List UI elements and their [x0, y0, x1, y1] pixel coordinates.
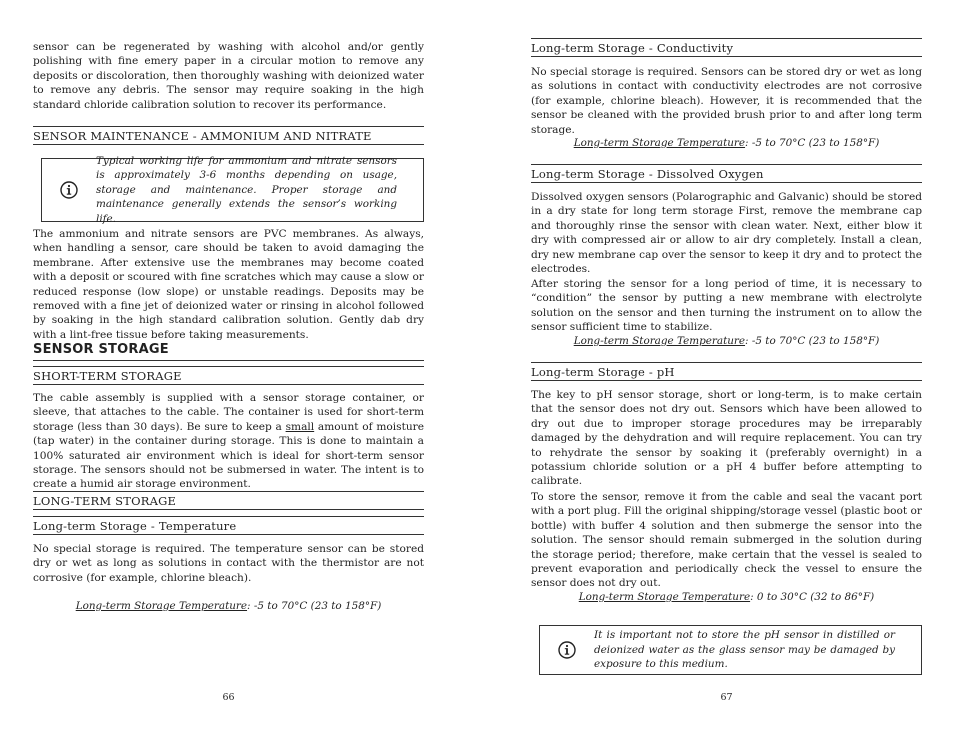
ph-paragraph-2: To store the sensor, remove it from the cable and seal the vacant port with a port plug. Fill the original shipping/storage vessel (plastic boot or bottle) with buffer 4 solution and then submerge the sensor into the solution. The sensor should remain submerged in the solution during the storage period; therefore, make certain that the vessel is sealed to prevent evaporation and periodically check the vessel to ensure the sensor does not dry out. [531, 491, 922, 590]
temperature-spec: Long-term Storage Temperature: -5 to 70°C (23 to 158°F) [75, 600, 382, 612]
maintenance-note-box [41, 154, 424, 225]
info-circle-icon [540, 641, 594, 659]
page-number: 66 [222, 692, 235, 703]
temperature-heading: Long-term Storage - Temperature [33, 516, 424, 535]
do-paragraph-1: Dissolved oxygen sensors (Polarographic and Galvanic) should be stored in a dry state for long term storage First, remove the membrane cap and thoroughly rinse the sensor with clean water. Next, either blow it dry with compressed air or allow to air dry completely. Install a clean, dry new membrane cap over the sensor to keep it dry and to protect the electrodes. [531, 191, 922, 276]
intro-paragraph: sensor can be regenerated by washing with alcohol and/or gently polishing with fine emery paper in a circular motion to remove any deposits or discoloration, then thoroughly washing with deionized water to remove any debris. The sensor may require soaking in the high standard chloride calibration solution to recover its performance. [33, 41, 424, 111]
long-term-heading: LONG-TERM STORAGE [33, 491, 424, 510]
do-temp-spec: Long-term Storage Temperature: -5 to 70°C (23 to 158°F) [573, 335, 880, 347]
short-term-paragraph: The cable assembly is supplied with a sensor storage container, or sleeve, that attaches to the cable. The container is used for short-term storage (less than 30 days). Be sure to keep a small amount of moisture (tap water) in the container during storage. This is done to maintain a 100% saturated air environment which is ideal for short-term sensor storage. The sensors should not be submersed in water. The intent is to create a humid air storage environment. [33, 392, 424, 491]
ph-temp-spec: Long-term Storage Temperature: 0 to 30°C (32 to 86°F) [578, 591, 875, 603]
short-term-heading: SHORT-TERM STORAGE [33, 366, 424, 385]
info-circle-icon [42, 181, 96, 199]
left-page [33, 0, 424, 738]
maintenance-paragraph: The ammonium and nitrate sensors are PVC membranes. As always, when handling a sensor, care should be taken to avoid damaging the membrane. After extensive use the membranes may become coated with a deposit or scoured with fine scratches which may cause a slow or reduced response (low slope) or unstable readings. Deposits may be removed with a fine jet of deionized water or rinsing in alcohol followed by soaking in the high standard calibration solution. Gently dab dry with a lint-free tissue before taking measurements. [33, 228, 424, 341]
storage-heading: SENSOR STORAGE [33, 342, 169, 357]
do-paragraph-2: After storing the sensor for a long period of time, it is necessary to “condition” the sensor by putting a new membrane with electrolyte solution on the sensor and then turning the instrument on to allow the sensor sufficient time to stabilize. [531, 278, 922, 334]
ph-note-text: It is important not to store the pH sensor in distilled or deionized water as the glass sensor may be damaged by exposure to this medium. [594, 629, 895, 671]
maintenance-heading: SENSOR MAINTENANCE - AMMONIUM AND NITRATE [33, 126, 424, 145]
conductivity-heading: Long-term Storage - Conductivity [531, 38, 922, 57]
ph-paragraph-1: The key to pH sensor storage, short or long-term, is to make certain that the sensor does not dry out. Sensors which have been allowed to dry out due to improper storage procedures may be irreparably damaged by the dehydration and will require replacement. You can try to rehydrate the sensor by soaking it (preferably overnight) in a potassium chloride solution or a pH 4 buffer before attempting to calibrate. [531, 389, 922, 488]
conductivity-paragraph: No special storage is required. Sensors can be stored dry or wet as long as solutions in contact with conductivity electrodes are not corrosive (for example, chlorine bleach). However, it is recommended that the sensor be cleaned with the provided brush prior to and after long term storage. [531, 66, 922, 136]
maintenance-note-text: Typical working life for ammonium and nitrate sensors is approximately 3-6 months depending on usage, storage and maintenance. Proper storage and maintenance generally extends the sensor’s working life. [96, 154, 397, 225]
do-heading: Long-term Storage - Dissolved Oxygen [531, 164, 922, 183]
right-page [531, 0, 922, 738]
page-number: 67 [720, 692, 733, 703]
conductivity-temp-spec: Long-term Storage Temperature: -5 to 70°C (23 to 158°F) [573, 137, 880, 149]
ph-heading: Long-term Storage - pH [531, 362, 922, 381]
ph-note-box [539, 625, 922, 675]
temperature-paragraph: No special storage is required. The temperature sensor can be stored dry or wet as long as solutions in contact with the thermistor are not corrosive (for example, chlorine bleach). [33, 543, 424, 584]
